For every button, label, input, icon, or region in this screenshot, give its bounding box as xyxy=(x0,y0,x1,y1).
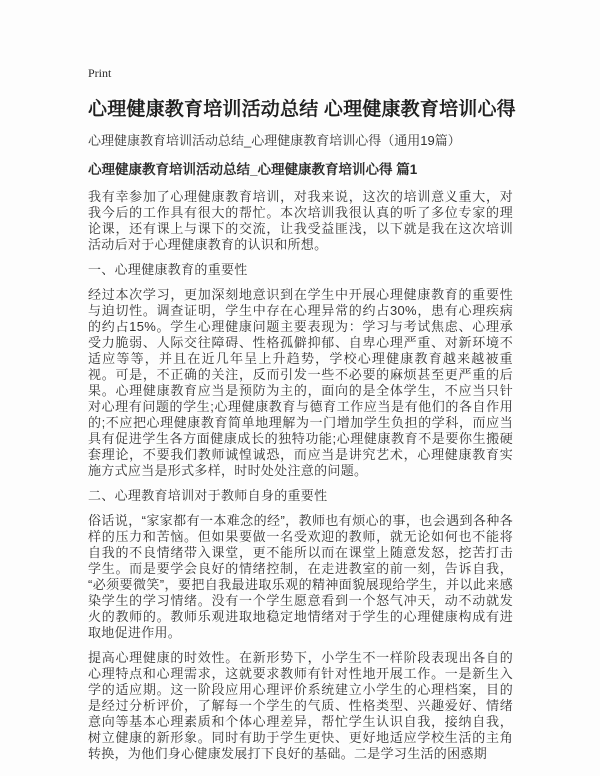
article-body xyxy=(88,189,513,762)
article-heading: 心理健康教育培训活动总结_心理健康教育培训心得 篇1 xyxy=(88,162,418,177)
body-paragraph: 我有幸参加了心理健康教育培训，对我来说，这次的培训意义重大，对我今后的工作具有很大的帮忙。本次培训我很认真的听了多位专家的理论课，还有课上与课下的交流，让我受益匪浅，以下就是我在这次培训活动后对于心理健康教育的认识和所想。 xyxy=(88,189,513,252)
page-title: 心理健康教育培训活动总结 心理健康教育培训心得 xyxy=(88,99,516,120)
body-paragraph: 提高心理健康的时效性。在新形势下，小学生不一样阶段表现出各自的心理特点和心理需求，这就要求教师有针对性地开展工作。一是新生入学的适应期。这一阶段应用心理评价系统建立小学生的心理档案，目的是经过分析评价，了解每一个学生的气质、性格类型、兴趣爱好、情绪意向等基本心理素质和个体心理差异，帮忙学生认识自我，接纳自我，树立健康的新形象。同时有助于学生更快、更好地适应学校生活的主角转换，为他们身心健康发展打下良好的基础。二是学习生活的困惑期 xyxy=(88,650,513,761)
body-paragraph: 经过本次学习，更加深刻地意识到在学生中开展心理健康教育的重要性与迫切性。调查证明，学生中存在心理异常的约占30%，患有心理疾病的约占15%。学生心理健康问题主要表现为：学习与考试焦虑、心理承受力脆弱、人际交往障碍、性格孤僻抑郁、自卑心理严重、对新环境不适应等等，并且在近几年呈上升趋势，学校心理健康教育越来越被重视。可是，不正确的关注，反而引发一些不必要的麻烦甚至更严重的后果。心理健康教育应当是预防为主的，面向的是全体学生，不应当只针对心理有问题的学生;心理健康教育与德育工作应当是有他们的各自作用的;不应把心理健康教育简单地理解为一门增加学生负担的学科，而应当具有促进学生各方面健康成长的独特功能;心理健康教育不是要你生搬硬套理论，不要我们教师诚惶诚恐，而应当是讲究艺术，心理健康教育实施方式应当是形式多样，时时处处注意的问题。 xyxy=(88,287,513,478)
print-link[interactable]: Print xyxy=(88,66,112,80)
subtitle: 心理健康教育培训活动总结_心理健康教育培训心得（通用19篇） xyxy=(88,133,461,148)
body-paragraph: 俗话说，“家家都有一本难念的经”，教师也有烦心的事，也会遇到各种各样的压力和苦恼。但如果要做一名受欢迎的教师，就无论如何也不能将自我的不良情绪带入课堂，更不能所以而在课堂上随意发怒，挖苦打击学生。而是要学会良好的情绪控制，在走进教室的前一刻，告诉自我，“必须要微笑”，要把自我最进取乐观的精神面貌展现给学生，并以此来感染学生的学习情绪。没有一个学生愿意看到一个怒气冲天，动不动就发火的教师的。教师乐观进取地稳定地情绪对于学生的心理健康构成有进取地促进作用。 xyxy=(88,513,513,640)
section-heading-1: 一、心理健康教育的重要性 xyxy=(88,262,248,277)
section-heading-2: 二、心理教育培训对于教师自身的重要性 xyxy=(88,488,328,503)
